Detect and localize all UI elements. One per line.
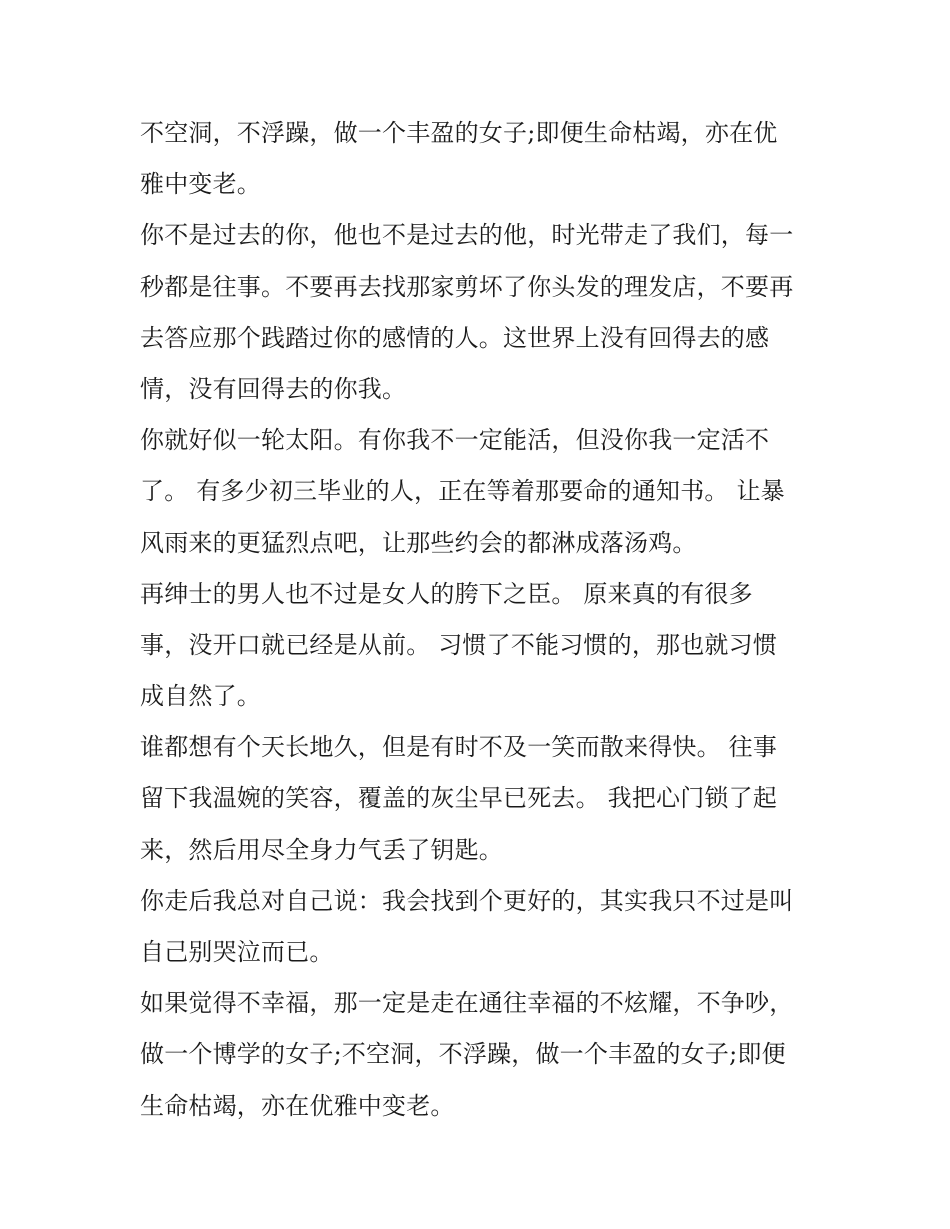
text-line: 了。 有多少初三毕业的人，正在等着那要命的通知书。 让暴 [140,477,785,506]
paragraph-3 [140,415,812,569]
document-body [140,108,812,1132]
text-line: 情，没有回得去的你我。 [140,374,407,403]
text-line: 你走后我总对自己说：我会找到个更好的，其实我只不过是叫 [140,886,794,915]
paragraph-1 [140,108,812,210]
paragraph-7 [140,978,812,1132]
text-line: 生命枯竭，亦在优雅中变老。 [140,1091,455,1120]
text-line: 再绅士的男人也不过是女人的胯下之臣。 原来真的有很多 [140,579,753,608]
text-line: 秒都是往事。不要再去找那家剪坏了你头发的理发店，不要再 [140,272,794,301]
text-line: 成自然了。 [140,682,261,711]
text-line: 如果觉得不幸福，那一定是走在通往幸福的不炫耀，不争吵， [140,989,794,1018]
text-line: 事，没开口就已经是从前。 习惯了不能习惯的，那也就习惯 [140,630,778,659]
text-line: 做一个博学的女子;不空洞，不浮躁，做一个丰盈的女子;即便 [140,1040,786,1069]
paragraph-4 [140,569,812,723]
text-line: 自己别哭泣而已。 [140,938,334,966]
text-line: 谁都想有个天长地久，但是有时不及一笑而散来得快。 往事 [140,733,778,762]
text-line: 来，然后用尽全身力气丢了钥匙。 [140,835,503,864]
text-line: 雅中变老。 [140,170,261,199]
paragraph-5 [140,722,812,876]
text-line: 留下我温婉的笑容，覆盖的灰尘早已死去。 我把心门锁了起 [140,784,778,813]
text-line: 风雨来的更猛烈点吧，让那些约会的都淋成落汤鸡。 [140,528,697,557]
text-line: 你就好似一轮太阳。有你我不一定能活，但没你我一定活不 [140,426,770,455]
text-line: 去答应那个践踏过你的感情的人。这世界上没有回得去的感 [140,323,770,352]
text-line: 你不是过去的你，他也不是过去的他，时光带走了我们，每一 [140,221,794,250]
paragraph-2 [140,210,812,415]
text-line: 不空洞，不浮躁，做一个丰盈的女子;即便生命枯竭，亦在优 [140,119,778,147]
paragraph-6 [140,876,812,978]
